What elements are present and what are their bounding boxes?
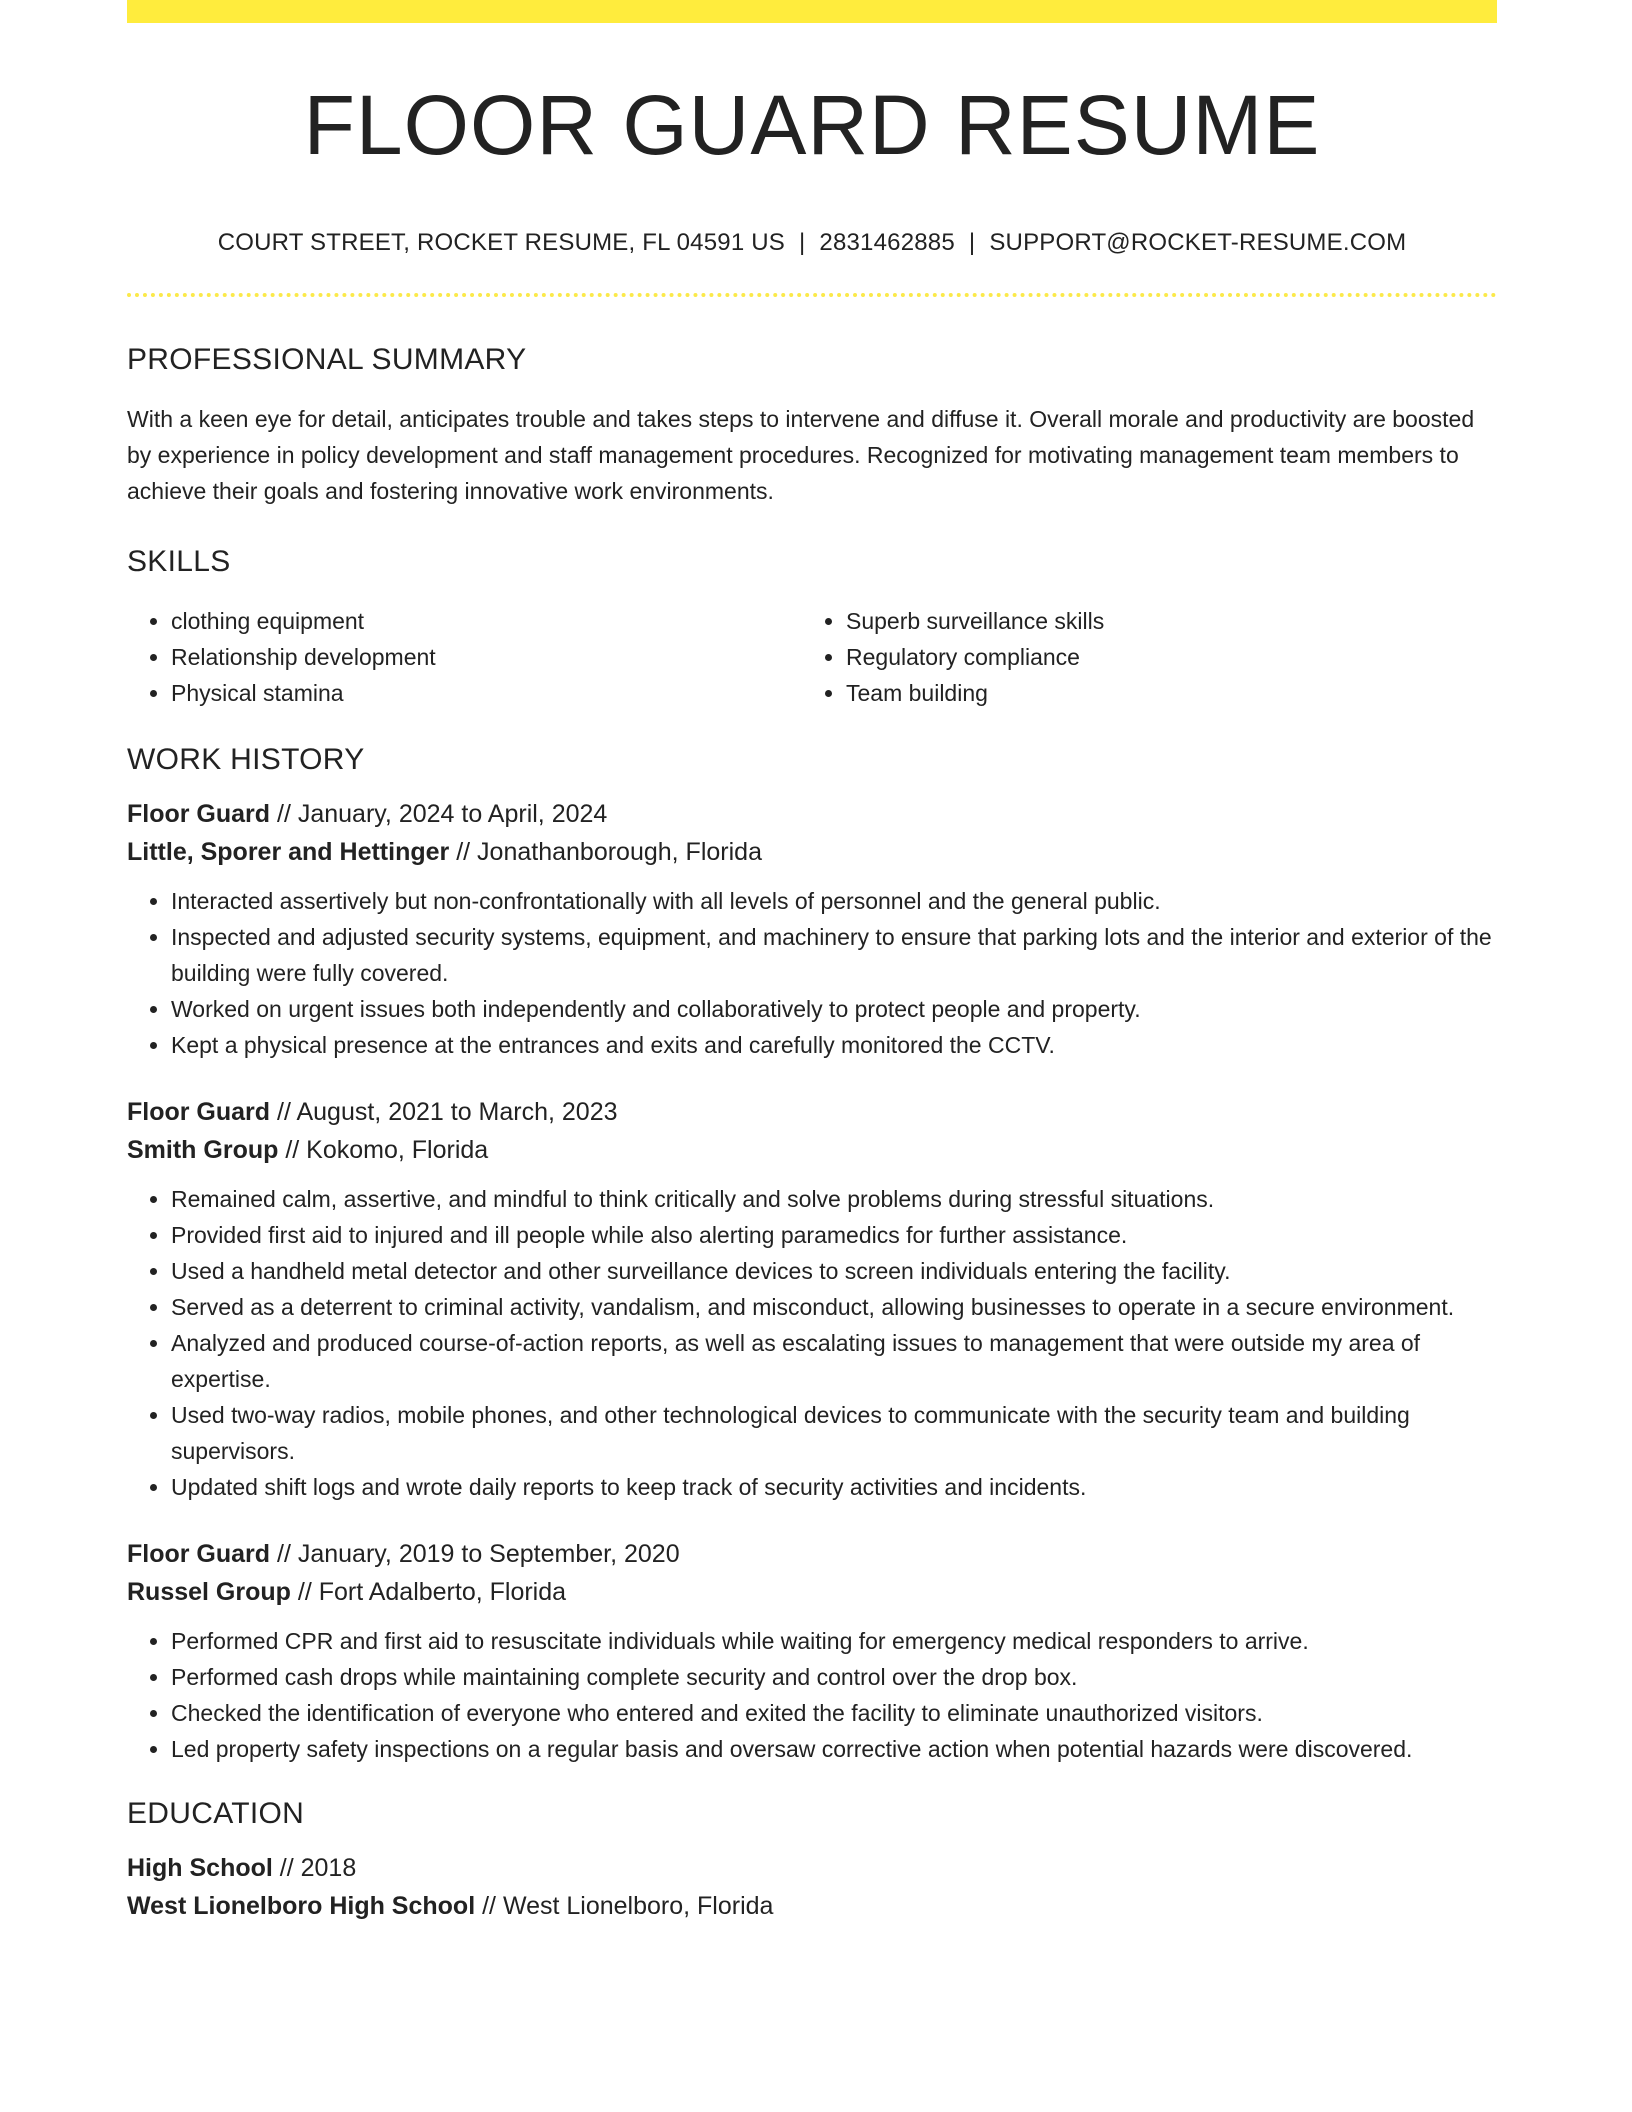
job-company-line: [127, 833, 1497, 871]
job-bullet: • Updated shift logs and wrote daily reports to keep track of security activities and incidents.: [171, 1469, 1497, 1505]
job-role: Floor Guard: [127, 1540, 271, 1568]
skill-item: • Physical stamina: [171, 675, 802, 711]
job-bullet: • Performed cash drops while maintaining complete security and control over the drop box.: [171, 1659, 1497, 1695]
job-company-line: [127, 1573, 1497, 1611]
job-company: Russel Group: [127, 1578, 291, 1606]
job-bullet: • Analyzed and produced course-of-action reports, as well as escalating issues to management that were outside my area of expertise.: [171, 1325, 1497, 1397]
phone: 2831462885: [819, 229, 955, 256]
skill-item: • Superb surveillance skills: [846, 603, 1477, 639]
job-role-line: [127, 1535, 1497, 1573]
job-company-line: [127, 1131, 1497, 1169]
job-bullet: • Inspected and adjusted security systems, equipment, and machinery to ensure that parking lots and the interior and exterior of the building were fully covered.: [171, 919, 1497, 991]
separator: |: [968, 229, 976, 256]
education-year: // 2018: [272, 1854, 357, 1882]
job-dates: // August, 2021 to March, 2023: [270, 1098, 618, 1126]
section-title-skills: SKILLS: [127, 545, 231, 578]
section-title-education: EDUCATION: [127, 1797, 305, 1830]
job-role: Floor Guard: [127, 800, 271, 828]
skill-item: • Regulatory compliance: [846, 639, 1477, 675]
skill-item: • clothing equipment: [171, 603, 802, 639]
education-school-line: [127, 1887, 1497, 1925]
job-role-line: [127, 1093, 1497, 1131]
job-bullets: [127, 1181, 1497, 1505]
resume-title: FLOOR GUARD RESUME: [303, 78, 1321, 172]
resume-page: [127, 0, 1497, 1925]
job-bullet: • Provided first aid to injured and ill people while also alerting paramedics for further assistance.: [171, 1217, 1497, 1253]
accent-bar: [127, 0, 1497, 23]
education-degree: High School: [127, 1854, 273, 1882]
education-entry: [127, 1849, 1497, 1925]
job-bullets: [127, 1623, 1497, 1767]
job-bullet: • Performed CPR and first aid to resuscitate individuals while waiting for emergency medical responders to arrive.: [171, 1623, 1497, 1659]
summary-text: With a keen eye for detail, anticipates trouble and takes steps to intervene and diffuse it. Overall morale and productivity are boosted by experience in policy development and staff management procedures. Recognized for motivating management team members to achieve their goals and fostering innovative work environments.: [127, 406, 1475, 504]
job-bullet: • Used two-way radios, mobile phones, and other technological devices to communicate with the security team and building supervisors.: [171, 1397, 1497, 1469]
job-dates: // January, 2024 to April, 2024: [270, 800, 608, 828]
job-entry: [127, 1535, 1497, 1767]
job-company: Smith Group: [127, 1136, 279, 1164]
skills-column-left: [127, 603, 802, 711]
job-bullet: • Interacted assertively but non-confrontationally with all levels of personnel and the general public.: [171, 883, 1497, 919]
job-entry: [127, 795, 1497, 1063]
job-bullet: • Used a handheld metal detector and other surveillance devices to screen individuals entering the facility.: [171, 1253, 1497, 1289]
skill-item: • Team building: [846, 675, 1477, 711]
job-bullet: • Remained calm, assertive, and mindful to think critically and solve problems during stressful situations.: [171, 1181, 1497, 1217]
job-company: Little, Sporer and Hettinger: [127, 838, 450, 866]
job-bullets: [127, 883, 1497, 1063]
address: COURT STREET, ROCKET RESUME, FL 04591 US: [217, 229, 785, 256]
job-dates: // January, 2019 to September, 2020: [270, 1540, 680, 1568]
skills-column-right: [802, 603, 1477, 711]
email: SUPPORT@ROCKET-RESUME.COM: [989, 229, 1407, 256]
education-location: // West Lionelboro, Florida: [475, 1892, 774, 1920]
job-bullet: • Served as a deterrent to criminal activity, vandalism, and misconduct, allowing businesses to operate in a secure environment.: [171, 1289, 1497, 1325]
job-role: Floor Guard: [127, 1098, 271, 1126]
job-entry: [127, 1093, 1497, 1505]
section-title-work-history: WORK HISTORY: [127, 743, 365, 776]
job-bullet: • Led property safety inspections on a regular basis and oversaw corrective action when potential hazards were discovered.: [171, 1731, 1497, 1767]
contact-line: [127, 229, 1497, 257]
job-location: // Kokomo, Florida: [278, 1136, 489, 1164]
job-location: // Jonathanborough, Florida: [449, 838, 762, 866]
education-degree-line: [127, 1849, 1497, 1887]
education-school: West Lionelboro High School: [127, 1892, 476, 1920]
job-bullet: • Worked on urgent issues both independently and collaboratively to protect people and property.: [171, 991, 1497, 1027]
job-role-line: [127, 795, 1497, 833]
job-location: // Fort Adalberto, Florida: [290, 1578, 567, 1606]
skill-item: • Relationship development: [171, 639, 802, 675]
skills-list: [127, 603, 1497, 711]
separator: |: [798, 229, 806, 256]
job-bullet: • Kept a physical presence at the entrances and exits and carefully monitored the CCTV.: [171, 1027, 1497, 1063]
dotted-divider: [127, 293, 1497, 297]
section-title-summary: PROFESSIONAL SUMMARY: [127, 343, 527, 376]
job-bullet: • Checked the identification of everyone who entered and exited the facility to eliminate unauthorized visitors.: [171, 1695, 1497, 1731]
